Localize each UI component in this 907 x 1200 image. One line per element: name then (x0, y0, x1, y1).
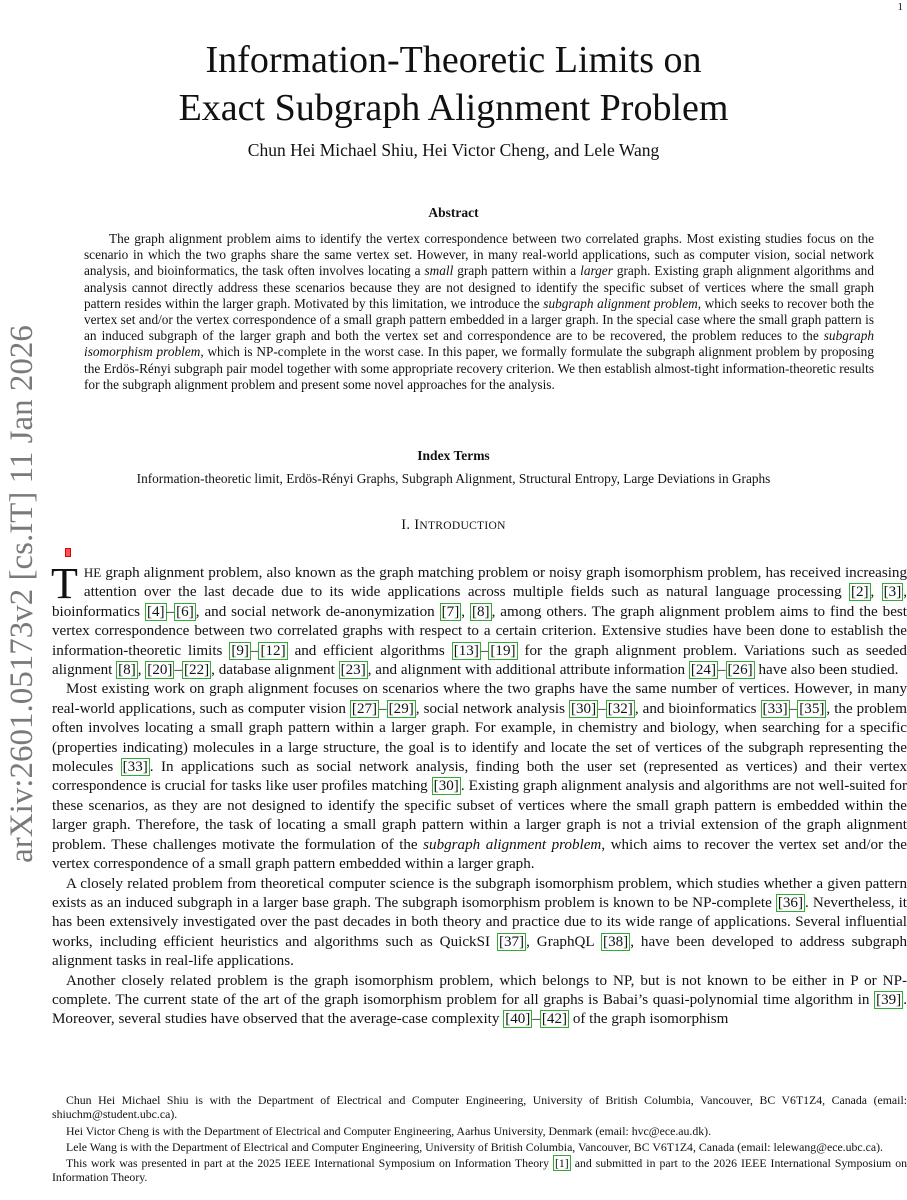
citation-link[interactable]: [39] (876, 991, 902, 1008)
citation-link[interactable]: [2] (850, 584, 869, 601)
citation-link[interactable]: [40] (505, 1011, 531, 1028)
citation-link[interactable]: [30] (570, 700, 597, 717)
section-heading: I. INTRODUCTION (401, 517, 506, 533)
arxiv-watermark: arXiv:2601.05173v2 [cs.IT] 11 Jan 2026 (4, 325, 40, 863)
paragraph-1: THE graph alignment problem, also known as the graph matching problem or noisy graph isomorphism problem, has received increasing attention over the last decade due to its wide applications across multiple fields such as natural language processing [2] , [3] , bioinformatics [4] – [6] , and social network de-anonymization [7] , [8] , among others. The graph alignment problem aims to find the best vertex correspondence between two correlated graphs with respect to a certain criterion. Extensive studies have been done to establish the information-theoretic limits [9] – [12] and efficient algorithms [13] – [19] for the graph alignment problem. Variations such as seeded alignment [8] , [20] – [22] , database alignment [23] , and alignment with additional attribute information [24] – [26] have also been studied. (51, 559, 907, 679)
abstract-paragraph: The graph alignment problem aims to identify the vertex correspondence between two correlated graphs. Most existing studies focus on the scenario in which the two graphs share the same vertex set. However, in many real-world applications, such as computer vision, social network analysis, and bioinformatics, the task often involves locating a small graph pattern within a larger graph. Existing graph alignment algorithms and analysis cannot directly address these scenarios because they are not designed to identify the specific subset of vertices where the small graph pattern resides within the larger graph. Motivated by this limitation, we introduce the subgraph alignment problem, which seeks to recover both the vertex set and/or the vertex correspondence of a small graph pattern embedded in a larger graph. In the special case where the small graph pattern is an induced subgraph of the larger graph and both the vertex set and correspondence are to be recovered, the problem reduces to the subgraph isomorphism problem, which is NP-complete in the worst case. In this paper, we formally formulate the subgraph alignment problem by proposing the Erdös-Rényi subgraph pair model together with some appropriate recovery criterion. We then establish almost-tight information-theoretic results for the subgraph alignment problem and present some novel approaches for the analysis. (84, 231, 874, 392)
index-terms: Information-theoretic limit, Erdös-Rényi Graphs, Subgraph Alignment, Structural Entropy, Large Deviations in Graphs (136, 471, 771, 486)
footnote-2: Hei Victor Cheng is with the Department of Electrical and Computer Engineering, Aarhus University, Denmark (email: hvc@ece.au.dk). (66, 1123, 712, 1138)
paragraph-2: Most existing work on graph alignment focuses on scenarios where the two graphs have the same number of vertices. However, in many real-world applications, such as computer vision [27] – [29] , social network analysis [30] – [32] , and bioinformatics [33] – [35] , the problem often involves locating a small graph pattern within a larger graph. For example, in chemistry and biology, when searching for a specific (properties indicating) molecules in a large structure, the goal is to identify and locate the set of vertices of the subgraph representing the molecules [33] . In applications such as social network analysis, finding both the user set (represented as vertices) and their vertex correspondence is crucial for tasks like user profiles matching [30] . Existing graph alignment analysis and algorithms are not well-suited for these scenarios, as they are not designed to identify the specific subset of vertices where the small graph pattern is embedded within the larger graph. Therefore, the task of locating a small graph pattern within a larger graph is not a trivial extension of the graph alignment problem. These challenges motivate the formulation of the subgraph alignment problem, which aims to recover the vertex set and/or the vertex correspondence of a small graph pattern embedded within a larger graph. (52, 681, 907, 873)
citation-link[interactable]: [8] (471, 603, 490, 620)
citation-link[interactable]: [33] (122, 759, 148, 776)
citation-link[interactable]: [30] (433, 778, 459, 795)
citation-link[interactable]: [8] (118, 662, 136, 679)
title-line-1: Information-Theoretic Limits on (205, 39, 702, 81)
citation-link[interactable]: [4] (146, 603, 165, 620)
paragraph-3: A closely related problem from theoretical computer science is the subgraph isomorphism problem, which studies whether a given pattern exists as an induced subgraph in a larger base graph. The subgraph isomorphism problem is known to be NP-complete [36] . Nevertheless, it has been extensively investigated over the past decades in both theory and practice due to its wide range of applications. Several influential works, including efficient heuristics and algorithms such as QuickSI [37] , GraphQL [38] , have been developed to address subgraph alignment tasks in real-life applications. (52, 875, 907, 970)
citation-link[interactable]: [3] (883, 584, 902, 601)
citation-link[interactable]: [26] (727, 662, 753, 679)
citation-link[interactable]: [42] (541, 1011, 568, 1028)
citation-link[interactable]: [12] (260, 642, 286, 659)
paragraph-4: Another closely related problem is the graph isomorphism problem, which belongs to NP, but is not known to be either in P or NP-complete. The current state of the art of the graph isomorphism problem for all graphs is Babai’s quasi-polynomial time algorithm in [39] . Moreover, several studies have observed that the average-case complexity [40] – [42] of the graph isomorphism (52, 972, 907, 1028)
drop-cap: T (51, 559, 78, 608)
annotation-marker (65, 548, 71, 557)
body-text (51, 559, 907, 1030)
citation-link[interactable]: [33] (762, 700, 788, 717)
citation-link[interactable]: [20] (147, 662, 173, 679)
citation-link[interactable]: [32] (607, 700, 633, 717)
citation-link[interactable]: [29] (388, 700, 414, 717)
footnote-3: Lele Wang is with the Department of Electrical and Computer Engineering, University of British Columbia, Vancouver, BC V6T1Z4, Canada (email: lelewang@ece.ubc.ca). (66, 1139, 883, 1154)
citation-link[interactable]: [19] (490, 642, 516, 659)
citation-link[interactable]: [13] (453, 642, 479, 659)
index-terms-heading: Index Terms (417, 448, 490, 463)
citation-link[interactable]: [37] (498, 933, 525, 950)
citation-link[interactable]: [1] (554, 1156, 569, 1171)
citation-link[interactable]: [36] (777, 894, 804, 911)
citation-link[interactable]: [24] (690, 662, 716, 679)
footnote-1: Chun Hei Michael Shiu is with the Department of Electrical and Computer Engineering, University of British Columbia, Vancouver, BC V6T1Z4, Canada (email: shiuchm@student.ubc.ca). (52, 1093, 907, 1122)
citation-link[interactable]: [38] (603, 933, 629, 950)
title-line-2: Exact Subgraph Alignment Problem (178, 87, 729, 129)
citation-link[interactable]: [7] (441, 603, 460, 620)
citation-link[interactable]: [35] (799, 700, 825, 717)
authors: Chun Hei Michael Shiu, Hei Victor Cheng, and Lele Wang (247, 140, 660, 160)
abstract-heading: Abstract (428, 205, 479, 220)
footnotes (52, 1093, 907, 1187)
abstract (84, 231, 874, 393)
footnote-4: This work was presented in part at the 2025 IEEE International Symposium on Information Theory [1] and submitted in part to the 2026 IEEE International Symposium on Information Theory. (52, 1156, 907, 1185)
page-number: 1 (897, 1, 903, 13)
paper-title (0, 36, 907, 132)
citation-link[interactable]: [23] (340, 662, 366, 679)
citation-link[interactable]: [6] (176, 603, 194, 620)
citation-link[interactable]: [9] (231, 642, 249, 659)
citation-link[interactable]: [22] (184, 662, 210, 679)
citation-link[interactable]: [27] (351, 700, 378, 717)
